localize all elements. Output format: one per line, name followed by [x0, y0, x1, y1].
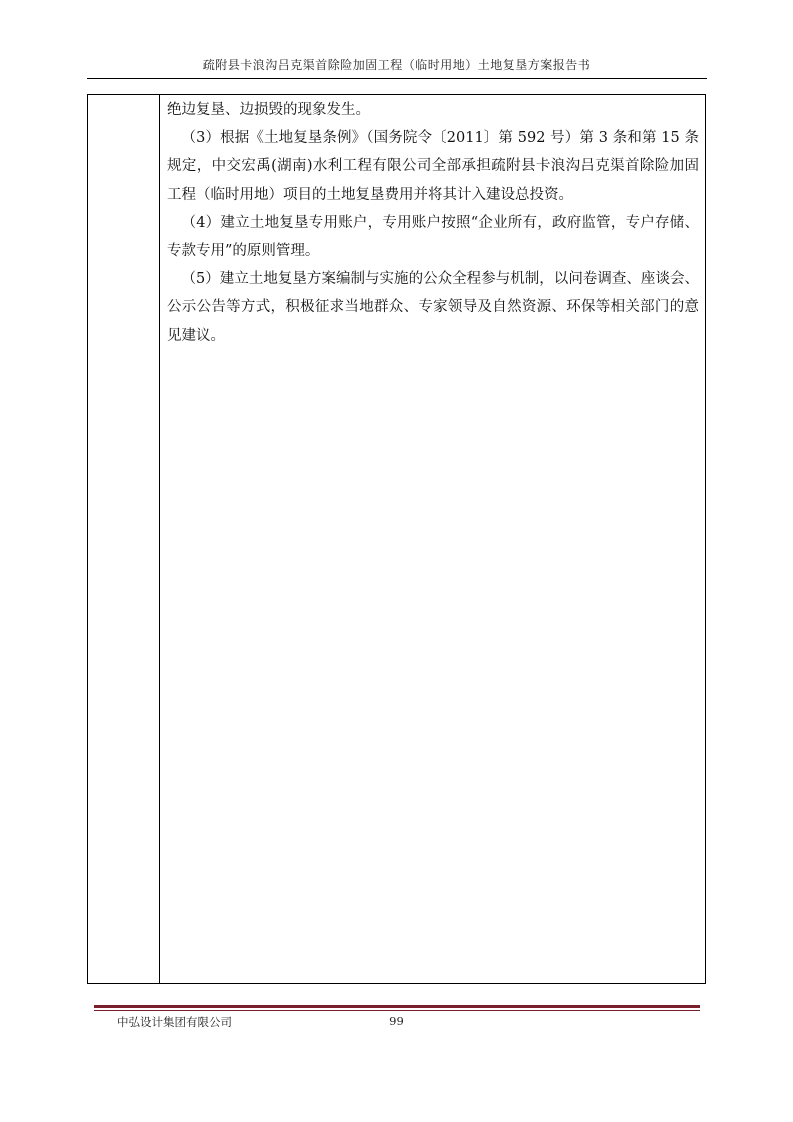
paragraph-continuation: 绝边复垦、边损毁的现象发生。 [167, 102, 370, 118]
footer-company-name: 中弘设计集团有限公司 [117, 1015, 232, 1029]
content-table [87, 94, 706, 984]
table-content-cell [167, 96, 699, 350]
paragraph-item-3: （3）根据《土地复垦条例》（国务院令〔2011〕第 592 号）第 3 条和第 15 条规定，中交宏禹(湖南)水利工程有限公司全部承担疏附县卡浪沟吕克渠首除险加固工程（临时用地）项目的土地复垦费用并将其计入建设总投资。 [167, 130, 699, 203]
header-divider [87, 78, 707, 79]
footer-divider-thick [94, 1005, 700, 1008]
page-header-title: 疏附县卡浪沟吕克渠首除险加固工程（临时用地）土地复垦方案报告书 [202, 58, 591, 72]
page-number: 99 [389, 1014, 404, 1028]
paragraph-item-5: （5）建立土地复垦方案编制与实施的公众全程参与机制，以问卷调查、座谈会、公示公告等方式，积极征求当地群众、专家领导及自然资源、环保等相关部门的意见建议。 [167, 271, 699, 344]
paragraph-item-4: （4）建立土地复垦专用账户，专用账户按照“企业所有，政府监管，专户存储、专款专用”的原则管理。 [167, 214, 699, 260]
footer-divider-thin [94, 1010, 700, 1011]
table-left-column [88, 95, 160, 983]
